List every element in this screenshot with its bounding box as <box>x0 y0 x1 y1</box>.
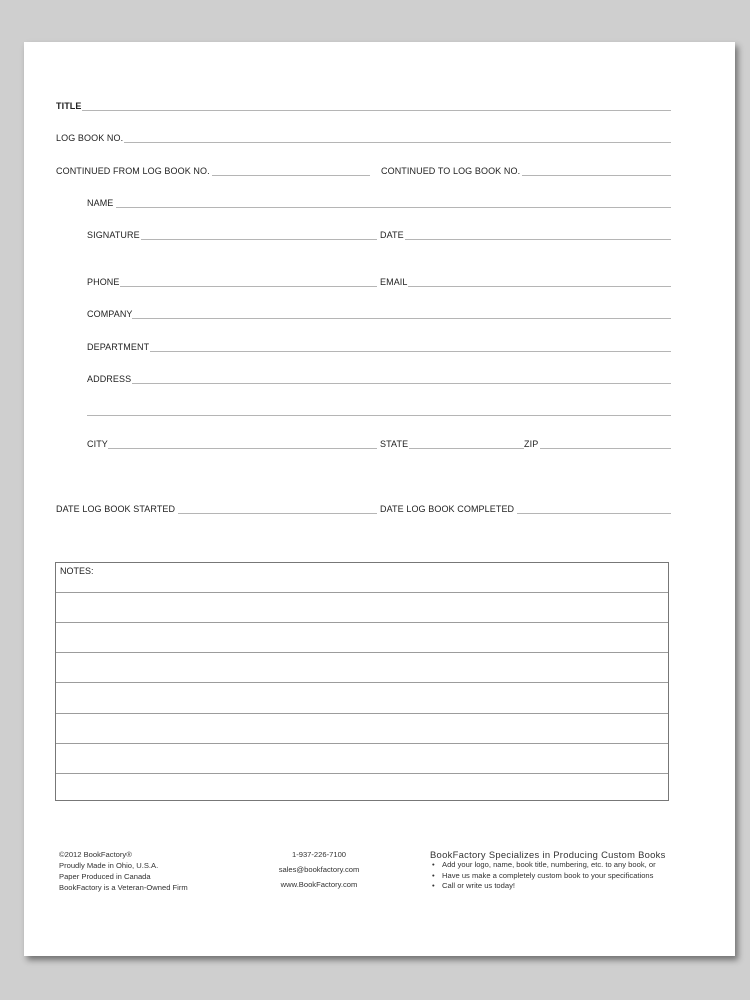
notes-label: NOTES: <box>60 566 94 576</box>
paper-text: Paper Produced in Canada <box>59 872 151 881</box>
date-completed-label: DATE LOG BOOK COMPLETED <box>380 504 515 514</box>
bullet-icon: • <box>432 881 435 890</box>
email-field[interactable] <box>408 286 671 287</box>
promo-item: • Have us make a completely custom book to your specifications <box>432 870 654 880</box>
zip-field[interactable] <box>540 448 671 449</box>
address-field[interactable] <box>132 383 671 384</box>
footer-promo <box>430 849 666 892</box>
signature-field[interactable] <box>141 239 377 240</box>
phone-field[interactable] <box>120 286 377 287</box>
signature-label: SIGNATURE <box>87 230 140 240</box>
log-book-page <box>24 42 735 956</box>
notes-line <box>56 622 668 623</box>
continued-from-label: CONTINUED FROM LOG BOOK NO. <box>56 166 210 176</box>
phone-number: 1-937-226-7100 <box>291 850 347 859</box>
phone-label: PHONE <box>87 277 120 287</box>
zip-label: ZIP <box>524 439 539 449</box>
log-book-no-field[interactable] <box>124 142 671 143</box>
continued-from-field[interactable] <box>212 175 370 176</box>
date-started-label: DATE LOG BOOK STARTED <box>56 504 176 514</box>
notes-box[interactable] <box>55 562 669 801</box>
company-label: COMPANY <box>87 309 133 319</box>
continued-to-label: CONTINUED TO LOG BOOK NO. <box>381 166 521 176</box>
department-field[interactable] <box>150 351 671 352</box>
copyright-text: ©2012 BookFactory® <box>59 850 132 859</box>
date-field[interactable] <box>405 239 671 240</box>
state-field[interactable] <box>409 448 524 449</box>
veteran-text: BookFactory is a Veteran-Owned Firm <box>59 883 188 892</box>
address-label: ADDRESS <box>87 374 132 384</box>
notes-line <box>56 682 668 683</box>
city-field[interactable] <box>108 448 377 449</box>
promo-item: • Add your logo, name, book title, numbering, etc. to any book, or <box>432 860 656 869</box>
email-link[interactable]: sales@bookfactory.com <box>278 865 360 874</box>
notes-line <box>56 592 668 593</box>
state-label: STATE <box>380 439 409 449</box>
city-label: CITY <box>87 439 108 449</box>
made-in-text: Proudly Made in Ohio, U.S.A. <box>59 861 159 870</box>
title-field[interactable] <box>82 110 671 111</box>
bullet-icon: • <box>432 870 435 880</box>
continued-to-field[interactable] <box>522 175 671 176</box>
date-label: DATE <box>380 230 404 240</box>
bullet-icon: • <box>432 860 435 869</box>
name-field[interactable] <box>116 207 671 208</box>
promo-item: • Call or write us today! <box>432 881 516 890</box>
notes-line <box>56 743 668 744</box>
footer-company-info <box>59 849 188 893</box>
title-label: TITLE <box>56 101 82 111</box>
notes-line <box>56 713 668 714</box>
name-label: NAME <box>87 198 114 208</box>
date-started-field[interactable] <box>178 513 377 514</box>
website-link[interactable]: www.BookFactory.com <box>280 880 358 889</box>
date-completed-field[interactable] <box>517 513 671 514</box>
notes-line <box>56 773 668 774</box>
log-book-no-label: LOG BOOK NO. <box>56 133 124 143</box>
promo-title: BookFactory Specializes in Producing Custom Books <box>430 849 666 860</box>
email-label: EMAIL <box>380 277 408 287</box>
address-line-2-field[interactable] <box>87 415 671 416</box>
company-field[interactable] <box>132 318 671 319</box>
promo-list <box>430 860 666 892</box>
notes-line <box>56 652 668 653</box>
department-label: DEPARTMENT <box>87 342 150 352</box>
footer-contact <box>260 849 378 890</box>
